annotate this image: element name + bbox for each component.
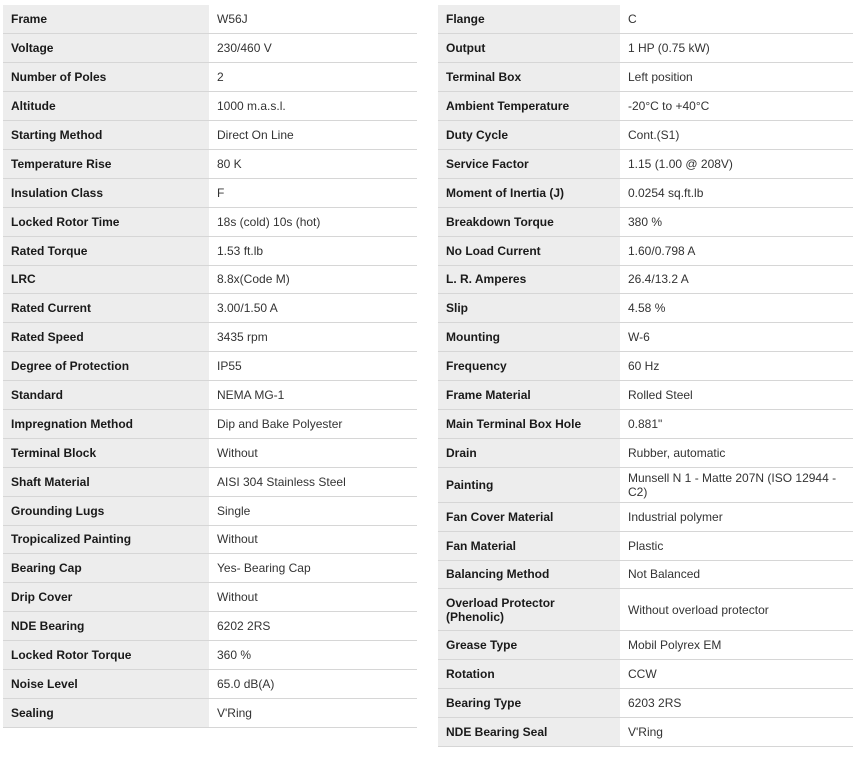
spec-value: 380 %: [620, 207, 853, 236]
spec-row: [3, 34, 417, 63]
spec-row: [438, 631, 853, 660]
spec-row: [438, 381, 853, 410]
spec-row: [3, 641, 417, 670]
spec-label: Bearing Cap: [3, 554, 209, 583]
spec-row: [3, 149, 417, 178]
spec-value: Direct On Line: [209, 121, 417, 150]
spec-value: Without overload protector: [620, 589, 853, 631]
spec-value: 1000 m.a.s.l.: [209, 92, 417, 121]
spec-value: Munsell N 1 - Matte 207N (ISO 12944 - C2): [620, 467, 853, 502]
spec-row: [3, 525, 417, 554]
spec-row: [438, 689, 853, 718]
spec-table-left: [3, 5, 417, 728]
spec-label: LRC: [3, 265, 209, 294]
spec-value: 6202 2RS: [209, 612, 417, 641]
spec-label: Insulation Class: [3, 178, 209, 207]
spec-label: Fan Material: [438, 531, 620, 560]
spec-value: 1.53 ft.lb: [209, 236, 417, 265]
spec-value: Single: [209, 496, 417, 525]
spec-row: [438, 502, 853, 531]
spec-value: Not Balanced: [620, 560, 853, 589]
spec-row: [3, 554, 417, 583]
spec-value: 18s (cold) 10s (hot): [209, 207, 417, 236]
spec-row: [3, 207, 417, 236]
spec-label: NDE Bearing: [3, 612, 209, 641]
spec-value: 2: [209, 63, 417, 92]
spec-label: Locked Rotor Time: [3, 207, 209, 236]
spec-row: [438, 207, 853, 236]
spec-value: 4.58 %: [620, 294, 853, 323]
spec-value: Yes- Bearing Cap: [209, 554, 417, 583]
spec-value: Without: [209, 583, 417, 612]
spec-label: Rotation: [438, 660, 620, 689]
spec-label: Terminal Box: [438, 63, 620, 92]
spec-row: [3, 409, 417, 438]
spec-row: [3, 265, 417, 294]
spec-label: Impregnation Method: [3, 409, 209, 438]
spec-label: Drain: [438, 438, 620, 467]
spec-row: [438, 236, 853, 265]
spec-value: 1 HP (0.75 kW): [620, 34, 853, 63]
spec-value: Mobil Polyrex EM: [620, 631, 853, 660]
spec-row: [3, 5, 417, 34]
spec-value: 8.8x(Code M): [209, 265, 417, 294]
spec-value: NEMA MG-1: [209, 381, 417, 410]
spec-row: [438, 34, 853, 63]
spec-value: Dip and Bake Polyester: [209, 409, 417, 438]
spec-label: Fan Cover Material: [438, 502, 620, 531]
spec-value: 230/460 V: [209, 34, 417, 63]
spec-value: Without: [209, 525, 417, 554]
spec-row: [438, 63, 853, 92]
spec-row: [3, 63, 417, 92]
spec-label: Standard: [3, 381, 209, 410]
spec-row: [438, 5, 853, 34]
spec-value: 1.60/0.798 A: [620, 236, 853, 265]
spec-row: [438, 121, 853, 150]
spec-value: Left position: [620, 63, 853, 92]
spec-row: [3, 294, 417, 323]
spec-row: [3, 583, 417, 612]
spec-label: Noise Level: [3, 669, 209, 698]
specifications-panel: [3, 5, 853, 760]
spec-label: Moment of Inertia (J): [438, 178, 620, 207]
spec-label: Slip: [438, 294, 620, 323]
spec-column-left: [3, 5, 417, 728]
spec-label: Temperature Rise: [3, 149, 209, 178]
spec-row: [3, 236, 417, 265]
spec-label: Grounding Lugs: [3, 496, 209, 525]
spec-row: [3, 496, 417, 525]
spec-value: 0.881": [620, 409, 853, 438]
spec-row: [3, 323, 417, 352]
spec-label: Frequency: [438, 352, 620, 381]
spec-value: W-6: [620, 323, 853, 352]
spec-row: [3, 612, 417, 641]
spec-row: [438, 660, 853, 689]
spec-value: V'Ring: [620, 718, 853, 747]
spec-label: Service Factor: [438, 149, 620, 178]
spec-row: [438, 409, 853, 438]
spec-label: Voltage: [3, 34, 209, 63]
spec-label: NDE Bearing Seal: [438, 718, 620, 747]
spec-label: Locked Rotor Torque: [3, 641, 209, 670]
spec-label: Rated Current: [3, 294, 209, 323]
spec-label: Degree of Protection: [3, 352, 209, 381]
spec-row: [3, 669, 417, 698]
spec-label: Bearing Type: [438, 689, 620, 718]
spec-row: [3, 121, 417, 150]
spec-row: [438, 718, 853, 747]
spec-row: [3, 178, 417, 207]
spec-label: Balancing Method: [438, 560, 620, 589]
spec-row: [438, 294, 853, 323]
spec-row: [438, 467, 853, 502]
spec-label: Main Terminal Box Hole: [438, 409, 620, 438]
spec-value: 3435 rpm: [209, 323, 417, 352]
spec-row: [438, 149, 853, 178]
spec-column-right: [438, 5, 853, 747]
spec-value: Without: [209, 438, 417, 467]
spec-value: IP55: [209, 352, 417, 381]
spec-label: Rated Speed: [3, 323, 209, 352]
spec-label: Grease Type: [438, 631, 620, 660]
spec-value: 26.4/13.2 A: [620, 265, 853, 294]
spec-label: Ambient Temperature: [438, 92, 620, 121]
spec-label: Breakdown Torque: [438, 207, 620, 236]
spec-value: 65.0 dB(A): [209, 669, 417, 698]
spec-label: Painting: [438, 467, 620, 502]
spec-label: L. R. Amperes: [438, 265, 620, 294]
spec-label: Mounting: [438, 323, 620, 352]
spec-row: [438, 531, 853, 560]
spec-label: Frame Material: [438, 381, 620, 410]
spec-row: [438, 265, 853, 294]
spec-row: [3, 381, 417, 410]
spec-value: Plastic: [620, 531, 853, 560]
spec-label: Altitude: [3, 92, 209, 121]
spec-row: [438, 92, 853, 121]
spec-label: Flange: [438, 5, 620, 34]
spec-row: [3, 92, 417, 121]
spec-row: [3, 352, 417, 381]
spec-label: Number of Poles: [3, 63, 209, 92]
spec-label: No Load Current: [438, 236, 620, 265]
spec-value: V'Ring: [209, 698, 417, 727]
spec-table-right: [438, 5, 853, 747]
spec-row: [438, 560, 853, 589]
spec-row: [3, 438, 417, 467]
spec-row: [3, 698, 417, 727]
spec-value: -20°C to +40°C: [620, 92, 853, 121]
spec-label: Rated Torque: [3, 236, 209, 265]
spec-label: Tropicalized Painting: [3, 525, 209, 554]
spec-row: [438, 178, 853, 207]
spec-row: [438, 589, 853, 631]
spec-label: Output: [438, 34, 620, 63]
spec-label: Shaft Material: [3, 467, 209, 496]
spec-value: F: [209, 178, 417, 207]
spec-value: Industrial polymer: [620, 502, 853, 531]
spec-label: Frame: [3, 5, 209, 34]
spec-value: 0.0254 sq.ft.lb: [620, 178, 853, 207]
spec-value: 6203 2RS: [620, 689, 853, 718]
spec-row: [438, 352, 853, 381]
spec-value: 360 %: [209, 641, 417, 670]
spec-label: Sealing: [3, 698, 209, 727]
spec-value: AISI 304 Stainless Steel: [209, 467, 417, 496]
spec-row: [438, 438, 853, 467]
spec-value: CCW: [620, 660, 853, 689]
spec-value: Cont.(S1): [620, 121, 853, 150]
spec-row: [438, 323, 853, 352]
spec-value: 1.15 (1.00 @ 208V): [620, 149, 853, 178]
spec-label: Overload Protector (Phenolic): [438, 589, 620, 631]
spec-label: Terminal Block: [3, 438, 209, 467]
spec-value: Rubber, automatic: [620, 438, 853, 467]
spec-value: Rolled Steel: [620, 381, 853, 410]
spec-value: 3.00/1.50 A: [209, 294, 417, 323]
spec-value: 80 K: [209, 149, 417, 178]
spec-label: Drip Cover: [3, 583, 209, 612]
spec-label: Duty Cycle: [438, 121, 620, 150]
spec-value: W56J: [209, 5, 417, 34]
spec-label: Starting Method: [3, 121, 209, 150]
spec-value: C: [620, 5, 853, 34]
spec-value: 60 Hz: [620, 352, 853, 381]
spec-row: [3, 467, 417, 496]
